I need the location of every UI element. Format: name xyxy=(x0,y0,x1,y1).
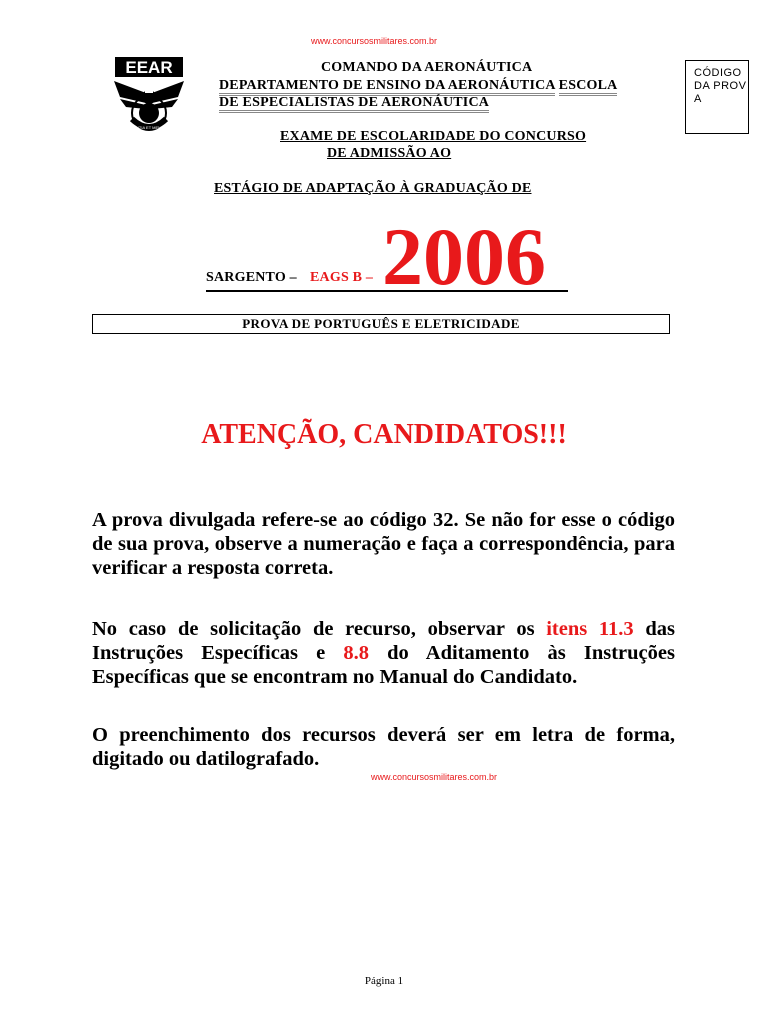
header-line-4: EXAME DE ESCOLARIDADE DO CONCURSO xyxy=(280,129,587,144)
paragraph-2-item-88: 8.8 xyxy=(343,642,369,664)
eear-logo xyxy=(110,57,192,135)
logo-motto: SCIENTIA ET MEMORIA xyxy=(126,125,172,130)
header-line-3 xyxy=(219,95,489,111)
code-box xyxy=(685,60,749,134)
page-number: Página 1 xyxy=(364,975,404,987)
header-line-6: ESTÁGIO DE ADAPTAÇÃO À GRADUAÇÃO DE xyxy=(214,181,532,196)
sargento-label: SARGENTO – xyxy=(206,270,297,285)
paragraph-1: A prova divulgada refere-se ao código 32. Se não for esse o código de sua prova, observe a numeração e faça a correspondência, para verificar a resposta correta. xyxy=(92,509,675,579)
header-line-2b: ESCOLA xyxy=(559,78,618,96)
paragraph-2-items: itens 11.3 xyxy=(546,618,634,640)
paragraph-2-text-a: No caso de solicitação de recurso, observar os xyxy=(92,618,547,640)
code-box-label: CÓDIGO DA PROVA xyxy=(694,67,747,105)
paragraph-2-text-c: do Aditamento às Instruções Específicas que se encontram no Manual do Candidato. xyxy=(92,642,675,688)
sargento-line xyxy=(206,211,568,302)
header-line-1: COMANDO DA AERONÁUTICA xyxy=(321,60,533,75)
logo-text: EEAR xyxy=(125,58,173,77)
header-line-2a: DEPARTAMENTO DE ENSINO DA AERONÁUTICA xyxy=(219,78,555,96)
paragraph-2-text-b: das Instruções Específicas e xyxy=(92,618,675,664)
header-line-5: DE ADMISSÃO AO xyxy=(327,146,452,161)
header-line-3-text: DE ESPECIALISTAS DE AERONÁUTICA xyxy=(219,95,489,113)
paragraph-2 xyxy=(92,617,675,689)
year-label: 2006 xyxy=(382,211,546,302)
exam-title: PROVA DE PORTUGUÊS E ELETRICIDADE xyxy=(92,314,670,334)
site-link-top[interactable]: www.concursosmilitares.com.br xyxy=(311,36,438,46)
eags-label: EAGS B – xyxy=(310,270,374,285)
header-line-2 xyxy=(219,78,617,94)
paragraph-3: O preenchimento dos recursos deverá ser em letra de forma, digitado ou datilografado. xyxy=(92,724,675,770)
attention-heading: ATENÇÃO, CANDIDATOS!!! xyxy=(201,419,567,450)
site-link-bottom[interactable]: www.concursosmilitares.com.br xyxy=(371,772,498,782)
